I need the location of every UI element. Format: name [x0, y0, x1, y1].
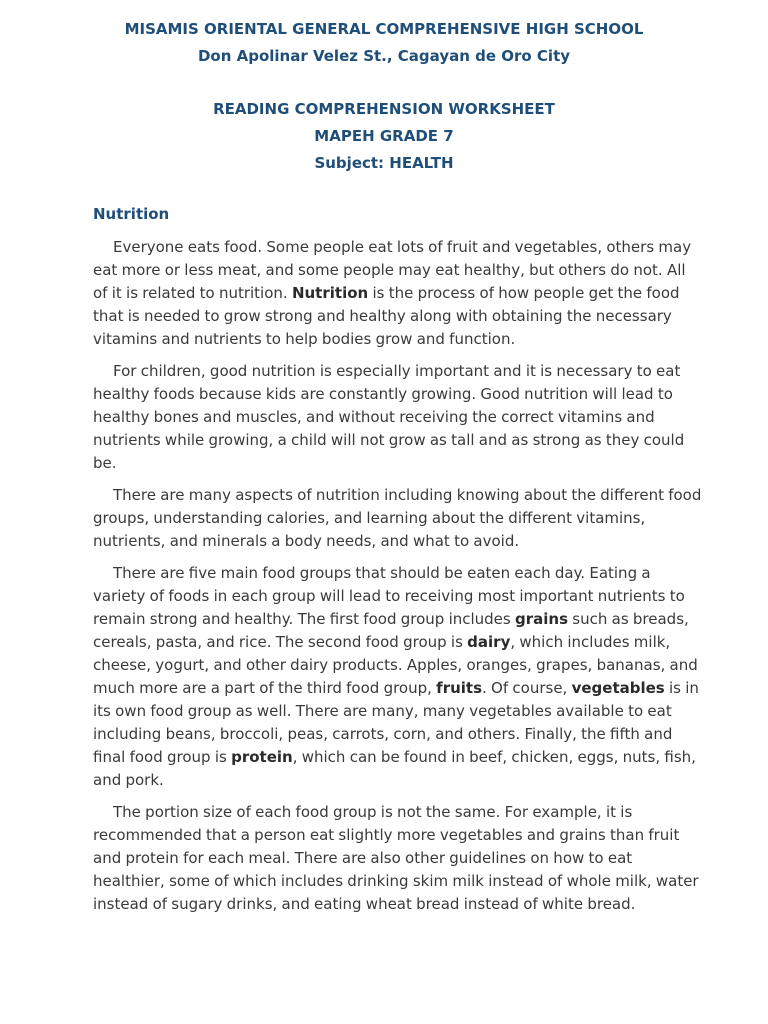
passage-paragraph — [93, 801, 703, 916]
paragraph-text: Everyone eats food. Some people eat lots of fruit and vegetables, others may eat more or less meat, and some people may eat healthy, but others do not. All of it is related to nutrition. — [93, 238, 692, 302]
key-term: grains — [515, 610, 569, 628]
passage-paragraph — [93, 562, 703, 792]
paragraph-text: There are five main food groups that should be eaten each day. Eating a variety of foods in each group will lead to receiving most important nutrients to remain strong and healthy. The first food group includes — [93, 564, 685, 628]
paragraph-text: is in its own food group as well. There are many, many vegetables available to eat including beans, broccoli, peas, carrots, corn, and others. Finally, the fifth and final food group is — [93, 679, 699, 766]
school-name: MISAMIS ORIENTAL GENERAL COMPREHENSIVE HIGH SCHOOL — [124, 20, 644, 38]
worksheet-body — [93, 202, 703, 925]
key-term: protein — [231, 748, 293, 766]
worksheet-header — [0, 16, 768, 177]
paragraph-text: For children, good nutrition is especially important and it is necessary to eat healthy foods because kids are constantly growing. Good nutrition will lead to healthy bones and muscles, and without receiving the correct vitamins and nutrients while growing, a child will not grow as tall and as strong as they could be. — [93, 362, 685, 472]
key-term: vegetables — [571, 679, 665, 697]
school-address: Don Apolinar Velez St., Cagayan de Oro City — [197, 47, 571, 65]
reading-passage — [93, 236, 703, 916]
paragraph-text: There are many aspects of nutrition including knowing about the different food groups, understanding calories, and learning about the different vitamins, nutrients, and minerals a body needs, and what to avoid. — [93, 486, 702, 550]
subject-label: Subject: HEALTH — [314, 154, 454, 172]
worksheet-title: READING COMPREHENSION WORKSHEET — [213, 100, 555, 118]
section-title: Nutrition — [93, 205, 170, 223]
key-term: dairy — [467, 633, 511, 651]
passage-paragraph — [93, 484, 703, 553]
paragraph-text: such as breads, cereals, pasta, and rice. The second food group is — [93, 610, 689, 651]
passage-paragraph — [93, 236, 703, 351]
paragraph-text: is the process of how people get the food that is needed to grow strong and healthy along with obtaining the necessary vitamins and nutrients to help bodies grow and function. — [93, 284, 680, 348]
key-term: fruits — [436, 679, 483, 697]
paragraph-text: . Of course, — [482, 679, 572, 697]
passage-paragraph — [93, 360, 703, 475]
key-term: Nutrition — [291, 284, 369, 302]
paragraph-text: , which includes milk, cheese, yogurt, and other dairy products. Apples, oranges, grapes, bananas, and much more are a part of the third food group, — [93, 633, 698, 697]
paragraph-text: The portion size of each food group is not the same. For example, it is recommended that a person eat slightly more vegetables and grains than fruit and protein for each meal. There are also other guidelines on how to eat healthier, some of which includes drinking skim milk instead of whole milk, water instead of sugary drinks, and eating wheat bread instead of white bread. — [93, 803, 699, 913]
paragraph-text: , which can be found in beef, chicken, eggs, nuts, fish, and pork. — [93, 748, 696, 789]
grade-level: MAPEH GRADE 7 — [314, 127, 454, 145]
